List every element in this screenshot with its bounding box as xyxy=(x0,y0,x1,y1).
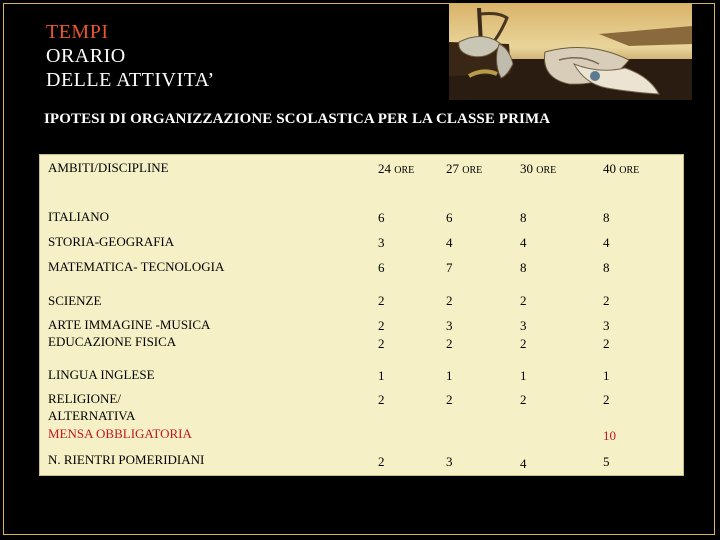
row-label: SCIENZE xyxy=(48,293,102,308)
cell: 5 xyxy=(603,454,610,469)
header-col-24: 24 ORE xyxy=(378,161,415,176)
cell: 4 xyxy=(603,235,610,250)
cell: 2 xyxy=(603,336,610,351)
cell: 3 xyxy=(446,318,453,333)
cell: 7 xyxy=(446,260,453,275)
row-label: STORIA-GEOGRAFIA xyxy=(48,234,175,249)
cell: 3 xyxy=(378,235,385,250)
title-line-2: ORARIO xyxy=(46,45,126,67)
cell: 1 xyxy=(603,368,610,383)
cell: 6 xyxy=(446,210,453,225)
cell: 2 xyxy=(378,454,385,469)
cell: 6 xyxy=(378,210,385,225)
mensa-label: MENSA OBBLIGATORIA xyxy=(48,426,192,441)
row-label: N. RIENTRI POMERIDIANI xyxy=(48,452,205,467)
table-body xyxy=(40,155,683,475)
cell: 2 xyxy=(520,336,527,351)
cell: 6 xyxy=(378,260,385,275)
cell: 8 xyxy=(603,260,610,275)
header-label: AMBITI/DISCIPLINE xyxy=(48,160,169,175)
cell: 2 xyxy=(378,336,385,351)
cell: 2 xyxy=(520,392,527,407)
cell: 3 xyxy=(446,454,453,469)
cell: 2 xyxy=(603,293,610,308)
row-label: RELIGIONE/ xyxy=(48,391,121,406)
hours-table xyxy=(40,155,683,475)
cell: 2 xyxy=(446,293,453,308)
cell: 1 xyxy=(520,368,527,383)
cell: 4 xyxy=(520,456,527,471)
cell: 4 xyxy=(446,235,453,250)
cell: 2 xyxy=(378,318,385,333)
cell: 2 xyxy=(446,336,453,351)
cell: 1 xyxy=(378,368,385,383)
header-col-30: 30 ORE xyxy=(520,161,557,176)
slide-title xyxy=(46,20,215,92)
cell: 8 xyxy=(603,210,610,225)
row-label-2: EDUCAZIONE FISICA xyxy=(48,334,177,349)
row-label: LINGUA INGLESE xyxy=(48,367,155,382)
header-col-40: 40 ORE xyxy=(603,161,640,176)
cell: 8 xyxy=(520,210,527,225)
row-label-2: ALTERNATIVA xyxy=(48,408,136,423)
title-line-1: TEMPI xyxy=(46,21,109,43)
cell: 8 xyxy=(520,260,527,275)
cell: 3 xyxy=(520,318,527,333)
cell: 2 xyxy=(378,392,385,407)
header-col-27: 27 ORE xyxy=(446,161,483,176)
cell: 1 xyxy=(446,368,453,383)
cell: 2 xyxy=(603,392,610,407)
cell: 4 xyxy=(520,235,527,250)
cell: 2 xyxy=(520,293,527,308)
row-label: ITALIANO xyxy=(48,209,110,224)
row-label: MATEMATICA- TECNOLOGIA xyxy=(48,259,225,274)
title-line-3: DELLE ATTIVITA’ xyxy=(46,69,215,91)
cell: 2 xyxy=(446,392,453,407)
row-label: ARTE IMMAGINE -MUSICA xyxy=(48,317,211,332)
melting-clocks-painting xyxy=(449,4,692,100)
cell: 3 xyxy=(603,318,610,333)
mensa-40-value: 10 xyxy=(603,428,616,443)
subtitle: IPOTESI DI ORGANIZZAZIONE SCOLASTICA PER LA CLASSE PRIMA xyxy=(44,111,551,127)
cell: 2 xyxy=(378,293,385,308)
